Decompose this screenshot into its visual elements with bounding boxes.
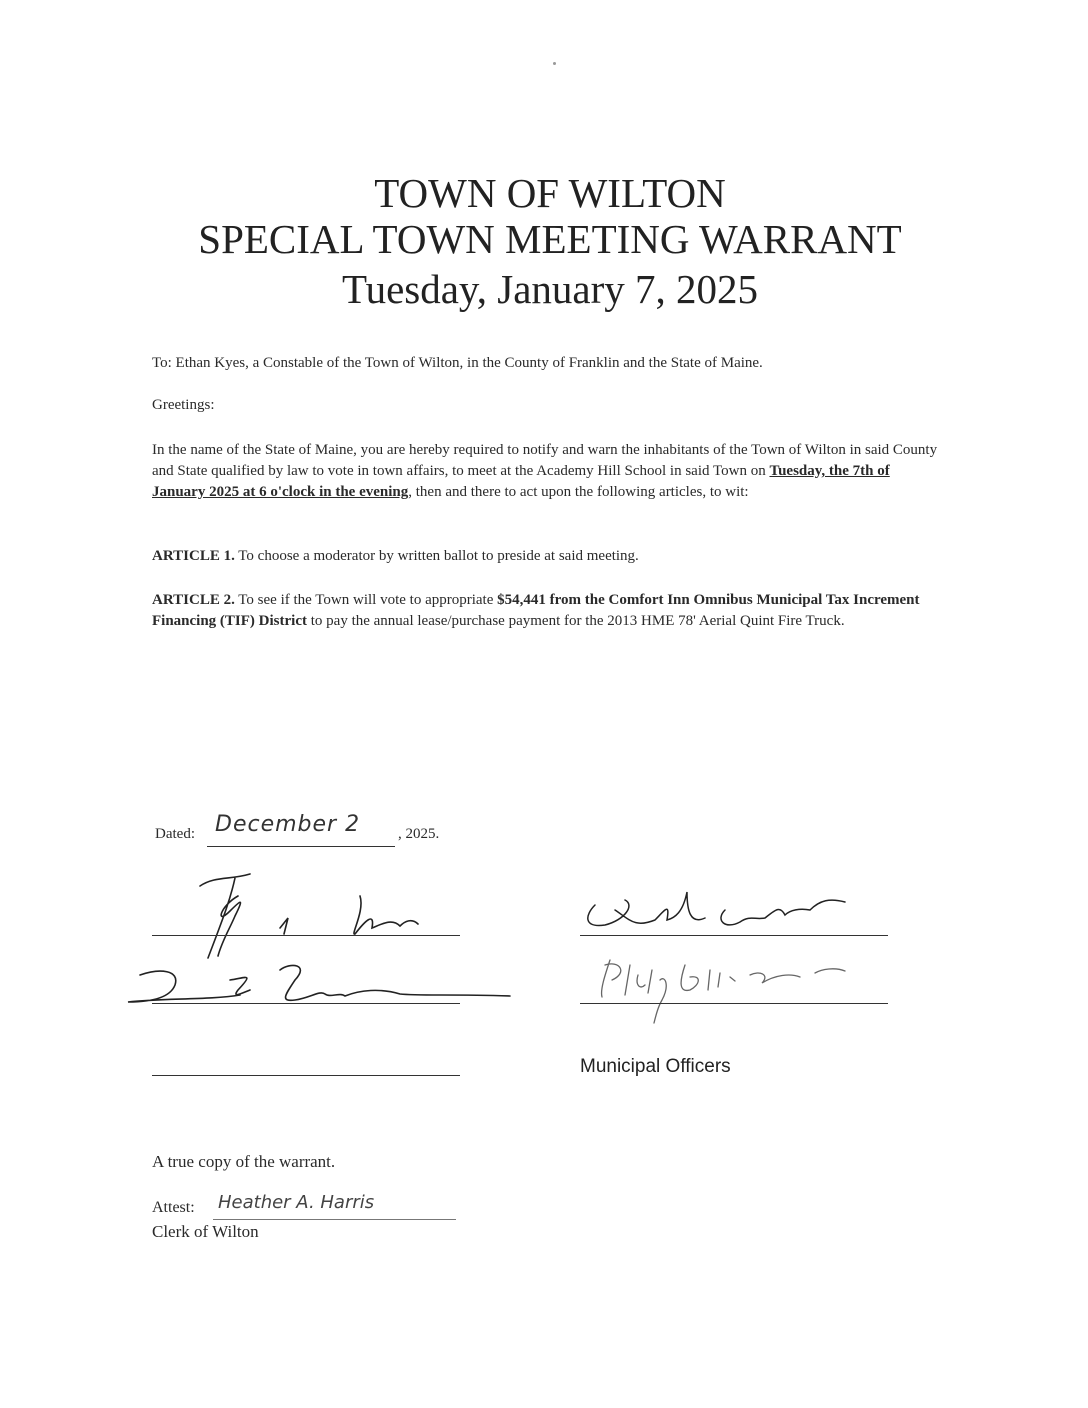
dated-year: , 2025. <box>398 826 440 842</box>
signature-right-2 <box>590 945 870 1040</box>
dated-label: Dated: <box>155 826 195 842</box>
true-copy-statement: A true copy of the warrant. <box>152 1152 336 1171</box>
town-title: TOWN OF WILTON <box>374 170 726 216</box>
greeting: Greetings: <box>152 397 215 413</box>
article-2-text-a: To see if the Town will vote to appropriate <box>234 592 498 608</box>
signature-line-left-3 <box>152 1075 460 1076</box>
article-2-text-bold: $54,441 from the Comfort Inn Omnibus Municipal Tax Increment Financing (TIF) District <box>152 592 920 629</box>
article-1-text: To choose a moderator by written ballot to preside at said meeting. <box>234 548 639 564</box>
clerk-signature: Heather A. Harris <box>218 1192 375 1213</box>
clerk-title: Clerk of Wilton <box>152 1222 259 1241</box>
signature-line-left-2 <box>152 1003 460 1004</box>
warrant-body <box>152 440 942 503</box>
dated-handwritten-date: December 2 <box>215 812 361 837</box>
meeting-date-title: Tuesday, January 7, 2025 <box>341 266 759 312</box>
article-2-label: ARTICLE 2. <box>152 592 235 608</box>
signature-line-left-1 <box>152 935 460 936</box>
scan-speck <box>553 62 556 65</box>
article-1 <box>152 546 942 567</box>
warrant-title: SPECIAL TOWN MEETING WARRANT <box>198 216 902 262</box>
article-2-text-b: to pay the annual lease/purchase payment for the 2013 HME 78' Aerial Quint Fire Truck. <box>307 613 845 629</box>
attest-line <box>213 1219 456 1220</box>
to-line: To: Ethan Kyes, a Constable of the Town of Wilton, in the County of Franklin and the State of Maine. <box>152 355 763 371</box>
signature-line-right-1 <box>580 935 888 936</box>
meeting-time-emphasis: Tuesday, the 7th of January 2025 at 6 o'clock in the evening <box>152 463 890 500</box>
article-1-label: ARTICLE 1. <box>152 548 235 564</box>
municipal-officers-label: Municipal Officers <box>580 1056 731 1077</box>
body-outro: , then and there to act upon the following articles, to wit: <box>408 484 749 500</box>
body-intro: In the name of the State of Maine, you are hereby required to notify and warn the inhabitants of the Town of Wilton in said County and State qualified by law to vote in town affairs, to meet at the Academy Hill School in said Town on <box>152 442 938 479</box>
attest-label: Attest: <box>152 1199 195 1216</box>
signature-left-2 <box>120 950 520 1015</box>
dated-line <box>207 846 395 847</box>
signature-line-right-2 <box>580 1003 888 1004</box>
article-2 <box>152 590 942 632</box>
